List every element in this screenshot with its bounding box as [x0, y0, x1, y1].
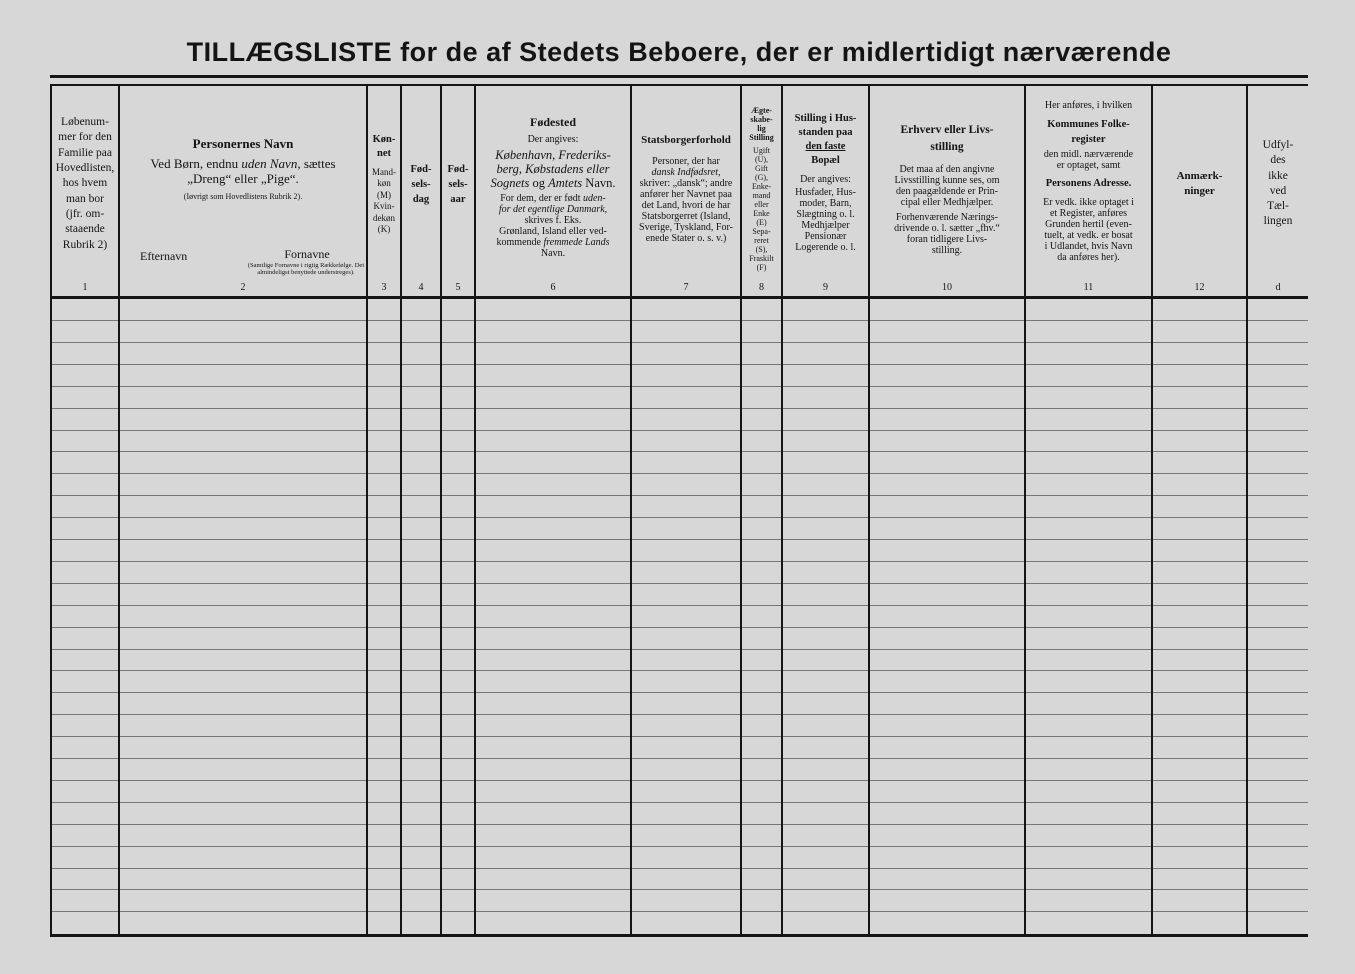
column-number: 3 — [381, 282, 387, 293]
entry-row-line — [50, 386, 1308, 387]
top-rule — [50, 75, 1308, 78]
entry-row-line — [50, 583, 1308, 584]
entry-row-line — [50, 670, 1308, 671]
form-title: TILLÆGSLISTE for de af Stedets Beboere, der er midlertidigt nærværende — [186, 37, 1172, 67]
surname-label: Efternavn — [140, 249, 188, 263]
header-citizenship: Statsborgerforhold Personer, der har dansk Indfødsret, skriver: „dansk“; andre anfører her Navnet paa det Land, hvori de har Statsborgerret (Island, Sverige, Tyskland, For- enede Stater o. s. v.) — [639, 134, 733, 244]
entry-row-line — [50, 517, 1308, 518]
column-number: 12 — [1194, 282, 1205, 293]
entry-row-line — [50, 495, 1308, 496]
column-number: 11 — [1083, 282, 1094, 293]
entry-row-line — [50, 714, 1308, 715]
firstnames-note: (Samtlige Fornavne i rigtig Rækkefølge. Det almindeligst benyttede understreges). — [247, 262, 365, 276]
column-number: 9 — [823, 282, 828, 293]
header-birthplace: Fødested Der angives: København, Frederiks- berg, Købstadens eller Sognets og Amtets Navn. For dem, der er født uden- for det egentlige Danmark, skrives f. Eks. Grønland, Island eller ved- kommende fremmede Lands Navn. — [490, 115, 616, 259]
column-number: 2 — [240, 282, 246, 293]
entry-row-line — [50, 473, 1308, 474]
column-number: 1 — [82, 282, 88, 293]
header-serial-number: Løbenum- mer for den Familie paa Hovedlisten, hos hvem man bor (jfr. om- staaende Rubrik 2) — [55, 116, 115, 251]
entry-row-line — [50, 889, 1308, 890]
column-number: 6 — [550, 282, 556, 293]
header-registry-address: Her anføres, i hvilken Kommunes Folke- register den midl. nærværende er optaget, samt Personens Adresse. Er vedk. ikke optaget i et Register, anføres Grunden hertil (even- tuelt, at vedk. er bosat i Udlandet, hvis Navn da anføres her). — [1043, 100, 1134, 263]
entry-row-line — [50, 736, 1308, 737]
header-sex: Køn- net Mand- køn (M) Kvin- dekøn (K) — [372, 133, 396, 234]
entry-row-line — [50, 627, 1308, 628]
firstnames-label: Fornavne — [284, 247, 330, 261]
entry-row-line — [50, 868, 1308, 869]
entry-row-line — [50, 561, 1308, 562]
column-number: 5 — [455, 282, 461, 293]
entry-row-line — [50, 342, 1308, 343]
column-number: 4 — [418, 282, 424, 293]
entry-row-line — [50, 539, 1308, 540]
entry-row-line — [50, 320, 1308, 321]
bottom-rule — [50, 934, 1308, 937]
entry-row-line — [50, 824, 1308, 825]
column-number: 8 — [759, 282, 764, 293]
entry-row-line — [50, 430, 1308, 431]
entry-row-line — [50, 408, 1308, 409]
entry-row-line — [50, 846, 1308, 847]
entry-row-line — [50, 451, 1308, 452]
header-birth-year: Fød- sels- aar — [447, 163, 469, 205]
entry-row-line — [50, 758, 1308, 759]
entry-row-line — [50, 802, 1308, 803]
header-remarks: Anmærk- ninger — [1176, 170, 1223, 197]
header-not-filled: Udfyl- des ikke ved Tæl- lingen — [1262, 139, 1294, 228]
header-occupation: Erhverv eller Livs- stilling Det maa af den angivne Livsstilling kunne ses, om den paagældende er Prin- cipal eller Medhjælper. Forhenværende Nærings- drivende o. l. sætter „fhv.“ foran tidligere Livs- stilling. — [894, 124, 1000, 256]
entry-row-line — [50, 780, 1308, 781]
column-number: d — [1275, 282, 1281, 293]
column-number: 10 — [942, 282, 952, 293]
entry-row-line — [50, 605, 1308, 606]
entry-row-line — [50, 692, 1308, 693]
column-number: 7 — [683, 282, 689, 293]
header-bottom-rule — [50, 296, 1308, 299]
header-marital-status: Ægte- skabe- lig Stilling Ugift (U), Gift (G), Enke- mand eller Enke (E) Sepa- reret (S), Fraskilt (F) — [749, 106, 774, 272]
header-birth-day: Fød- sels- dag — [410, 163, 432, 205]
entry-row-line — [50, 911, 1308, 912]
header-person-names: Personernes Navn Ved Børn, endnu uden Navn, sættes „Dreng“ eller „Pige“. (Iøvrigt som Hovedlistens Rubrik 2). — [150, 136, 336, 201]
header-household-position: Stilling i Hus- standen paa den faste Bopæl Der angives: Husfader, Hus- moder, Barn, Slægtning o. l. Medhjælper Pensionær Logerende o. l. — [794, 113, 857, 253]
entry-row-line — [50, 649, 1308, 650]
entry-row-line — [50, 364, 1308, 365]
